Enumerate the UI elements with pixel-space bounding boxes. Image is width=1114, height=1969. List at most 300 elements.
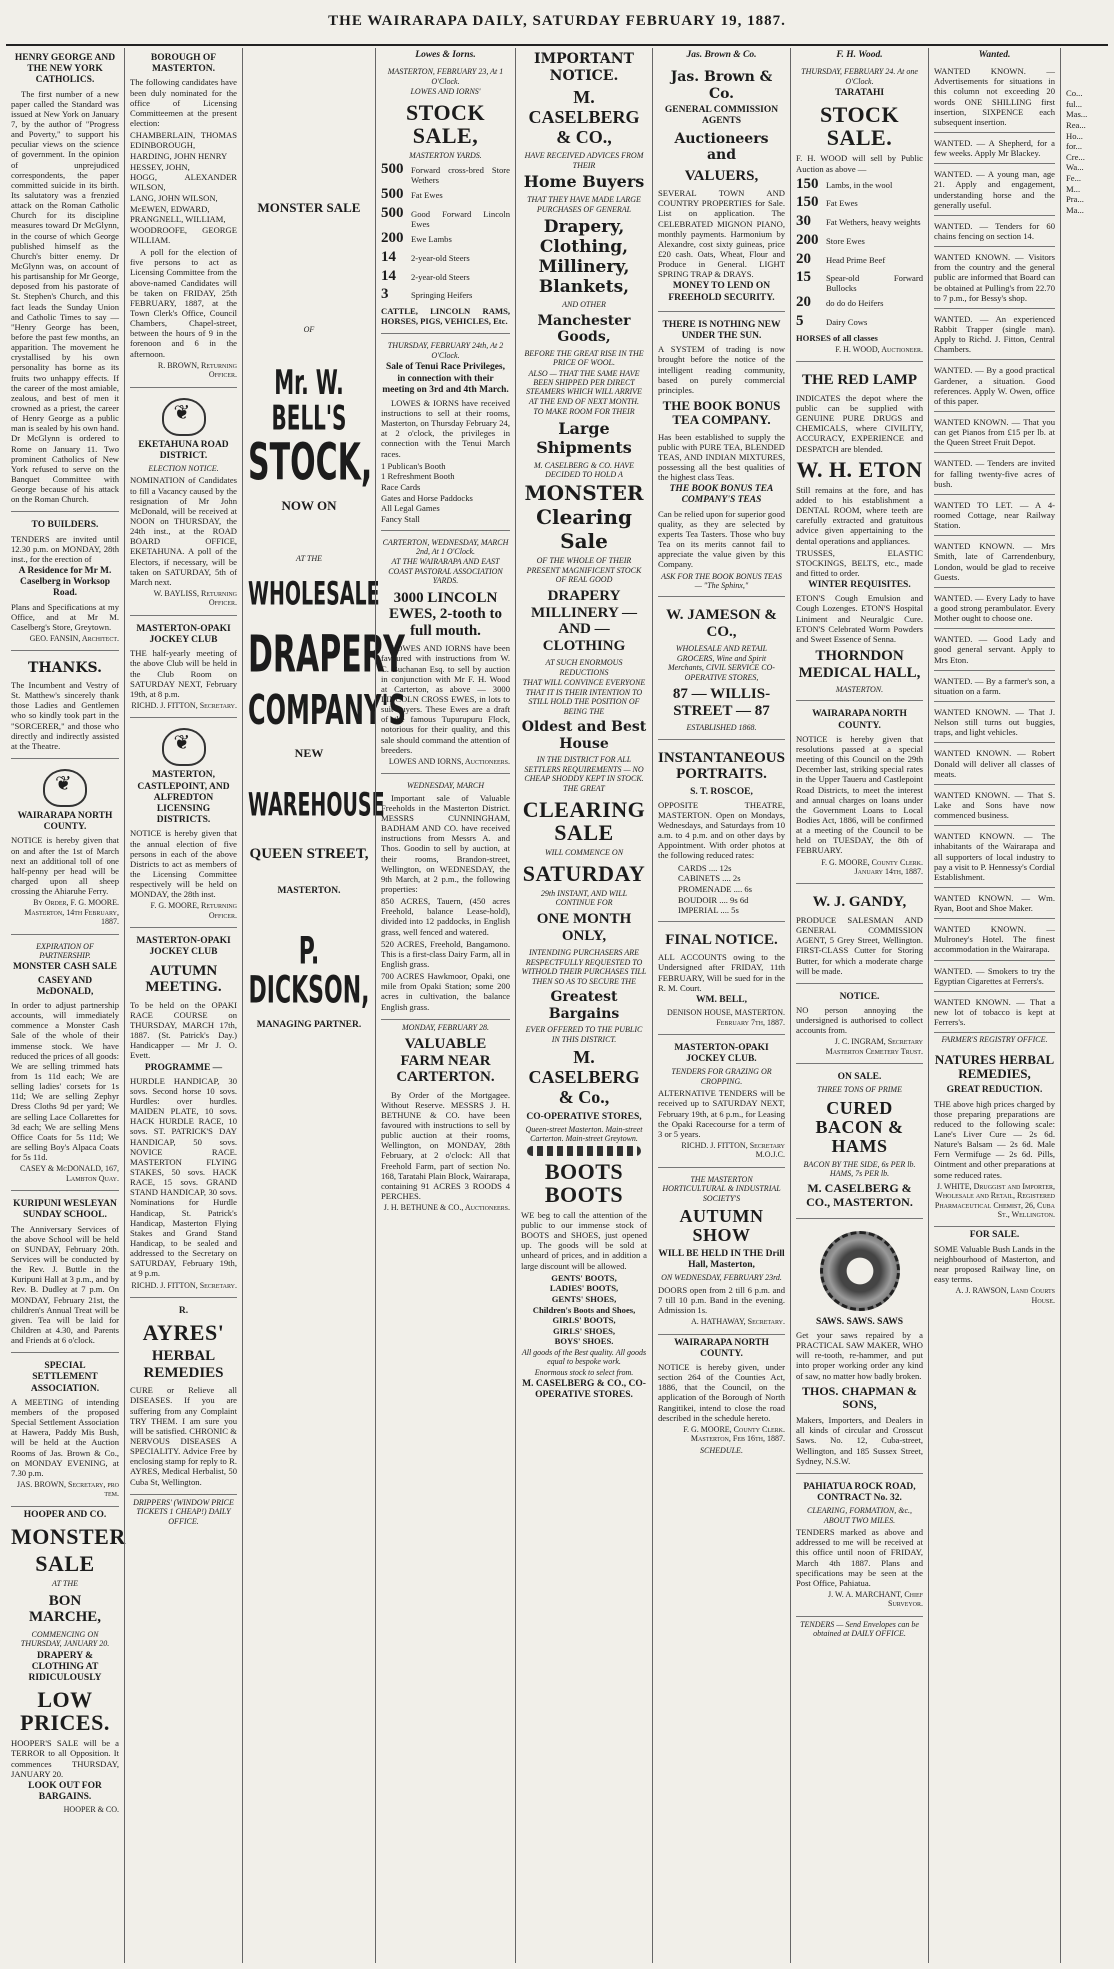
- stock-qty: 500: [381, 186, 404, 203]
- ad-body: HOOPER'S SALE will be a TERROR to all Opposition. It commences THURSDAY, JANUARY 20.: [11, 1738, 119, 1779]
- privilege-list: [381, 461, 510, 524]
- candidate: PRANGNELL, WILLIAM,: [130, 214, 226, 225]
- ad-headline: FOR SALE.: [969, 1230, 1020, 1241]
- notice-cemetery: [796, 987, 923, 1065]
- partial-line: Ho...: [1066, 130, 1083, 141]
- ad-boots: [521, 1160, 647, 1402]
- ad-headline: IMPORTANT NOTICE.: [534, 51, 634, 84]
- stock-desc: Store Ewes: [826, 235, 865, 246]
- notice-grazing: [658, 1038, 785, 1168]
- candidate: HOGG, ALEXANDER WILSON,: [130, 172, 237, 193]
- ad-tender-envelopes: TENDERS — Send Envelopes can be obtained at DAILY OFFICE.: [800, 1619, 919, 1639]
- ad-text: THREE TONS OF PRIME: [817, 1085, 902, 1095]
- rate-item: PROMENADE .... 6s: [678, 883, 753, 894]
- ad-big-text: VALUERS,: [684, 167, 759, 184]
- ad-body: SOME Valuable Bush Lands in the neighbourhood of Masterton, and near proposed Railway line, on easy terms.: [934, 1243, 1055, 1285]
- ad-subhead: WINTER REQUISITES.: [808, 580, 911, 591]
- notice-signature: RICHD. J. FITTON, Secretary.: [131, 700, 237, 710]
- ad-text: EVER OFFERED TO THE PUBLIC IN THIS DISTRICT.: [525, 1025, 643, 1044]
- stock-qty: 14: [381, 267, 396, 284]
- ad-signature: GEO. FANSIN, Architect.: [29, 634, 119, 644]
- rate-item: CARDS .... 12s: [678, 862, 732, 873]
- ad-taratahi: [796, 63, 923, 362]
- ad-kicker: AT THE: [51, 1579, 78, 1589]
- ad-body: PRODUCE SALESMAN AND GENERAL COMMISSION AGENT, 5 Grey Street, Wellington. FIRST-CLASS Cutter for Storing Butter, for which a moderate charge will be made.: [796, 914, 923, 976]
- ad-body: OPPOSITE THEATRE, MASTERTON. Open on Mondays, Wednesdays, and Saturdays from 10 a.m. to 4 p.m. and on other days by Appointment. With order photos at the following reduced rates:: [658, 799, 785, 861]
- notice-borough: [130, 48, 237, 388]
- ad-headline: THERE IS NOTHING NEW UNDER THE SUN.: [662, 319, 781, 342]
- ad-subhead: GENERAL COMMISSION AGENTS: [664, 105, 779, 127]
- ad-signature: M. CASELBERG & CO., MASTERTON.: [806, 1181, 913, 1209]
- stock-qty: 14: [381, 249, 396, 266]
- stock-item: [796, 213, 923, 231]
- ad-big-text: P. DICKSON,: [248, 931, 370, 1014]
- notice-date: ON WEDNESDAY, FEBRUARY 23rd.: [661, 1273, 782, 1283]
- ad-text: AT SUCH ENORMOUS REDUCTIONS: [545, 658, 623, 677]
- ad-jameson: [658, 600, 785, 739]
- ad-big-text: MONSTER: [11, 1524, 126, 1550]
- ad-text: WILL COMMENCE ON: [544, 848, 624, 858]
- wanted-ad: WANTED. — Smokers to try the Egyptian Cigarettes at Ferrers's.: [934, 963, 1055, 992]
- stock-desc: Ewe Lambs: [411, 234, 452, 245]
- partial-line: for...: [1066, 141, 1082, 152]
- partial-line: Cre...: [1066, 151, 1085, 162]
- ad-body: F. H. WOOD will sell by Public Auction as above —: [796, 153, 923, 174]
- ad-signature: M. CASELBERG & CO., CO-OPERATIVE STORES.: [522, 1378, 646, 1401]
- ad-body: By Order of the Mortgagee. Without Reserve. MESSRS J. H. BETHUNE & CO. have been favoured with instructions to sell by public auction at their rooms, Wellington, on MONDAY, 28th February, at 2 o'clock: All that Freehold Farm, part of section No. 168, Taratahi Plain Block, Wairarapa, containing 91 ACRES 3 ROODS 4 PERCHES.: [381, 1089, 510, 1201]
- lot-description: 850 ACRES, Tauern, (450 acres Freehold, balance Lease-hold), divided into 12 paddocks, in English grass, well fenced and watered.: [381, 896, 510, 937]
- race-programme: HURDLE HANDICAP, 30 sovs. Second horse 10 sovs. Hurdles: over hurdles. MAIDEN PLATE, 10 sovs. HACK HURDLE RACE, 10 sovs. ST. PATRICK'S DAY HANDICAP, 50 sovs. NOVICE RACE. MASTERTON FLYING STAKES, 50 sovs. HACK RACE, 15 sovs. GRAND STAND HANDICAP, 30 sovs. Nominations for Hurdle Handicap, St. Patrick's Handicap, Masterton Flying Stakes and Grand Stand Handicap, to be sealed and addressed to the Secretary on SATURDAY, February 19th, at 9 p.m.: [130, 1075, 237, 1279]
- wanted-ad: WANTED KNOWN. — Advertisements for situations in this column not exceeding 20 words ONE SHILLING first insertion, SIXPENCE each subsequent insertion.: [934, 63, 1055, 133]
- ad-kicker: ASK FOR THE BOOK BONUS TEAS — "The Sphinx,": [661, 571, 782, 590]
- ad-big-text: Greatest Bargains: [548, 989, 620, 1022]
- notice-headline: BOROUGH OF MASTERTON.: [150, 53, 217, 75]
- stock-qty: 200: [796, 231, 819, 248]
- ad-text: All goods of the Best quality. All goods equal to bespoke work.: [521, 1347, 647, 1367]
- notice-special-rates: [796, 704, 923, 884]
- ad-text: THAT THEY HAVE MADE LARGE PURCHASES OF GENERAL: [527, 195, 641, 214]
- ad-headline: INSTANTANEOUS PORTRAITS.: [658, 749, 785, 783]
- ad-date: THURSDAY, FEBRUARY 24. At one O'Clock.: [801, 67, 918, 86]
- notice-signature: J. C. INGRAM, Secretary Masterton Cemetery Trust.: [825, 1037, 923, 1056]
- ad-saws: [796, 1222, 923, 1474]
- article-headline: HENRY GEORGE AND THE NEW YORK CATHOLICS.: [14, 53, 116, 86]
- stock-qty: 500: [381, 161, 404, 178]
- ad-window-tickets: DRIPPERS' (WINDOW PRICE TICKETS 1 CHEAP!) DAILY OFFICE.: [133, 1497, 234, 1526]
- stock-desc: Forward cross-bred Store Wethers: [411, 165, 510, 186]
- ad-subhead: CASEY AND McDONALD,: [36, 975, 94, 997]
- partial-line: Fe...: [1066, 173, 1082, 184]
- boots-list: [521, 1273, 647, 1347]
- ad-headline: HOOPER AND CO.: [23, 1509, 107, 1520]
- ad-big-text: 3000 LINCOLN EWES, 2-tooth to full mouth.: [389, 589, 502, 639]
- ad-big-text: Auctioneers and: [674, 130, 769, 164]
- ad-subhead: NEW: [294, 745, 324, 760]
- stock-qty: 150: [796, 175, 819, 192]
- candidate: WOODROOFE, GEORGE WILLIAM.: [130, 224, 237, 246]
- ad-body: HORSES of all classes: [796, 332, 878, 343]
- ad-big-text: Home Buyers: [523, 172, 645, 192]
- notice-autumn-meeting: [130, 931, 237, 1298]
- boots-item: GIRLS' BOOTS,: [552, 1315, 616, 1326]
- notice-signature: RICHD. J. FITTON, Secretary M.O.J.C.: [681, 1140, 785, 1160]
- notice-signature: F. G. MOORE, County Clerk. January 14th, 1887.: [821, 857, 923, 876]
- stock-list: [381, 161, 510, 304]
- notice-body: NO person annoying the undersigned is authorised to collect accounts from.: [796, 1004, 923, 1036]
- ad-text: OF THE WHOLE OF THEIR PRESENT MAGNIFICENT STOCK OF REAL GOOD: [526, 556, 642, 585]
- ad-big-text: STOCK,: [248, 433, 373, 493]
- ad-stock-sale: [381, 63, 510, 334]
- rate-item: CABINETS .... 2s: [678, 873, 741, 884]
- ad-signature: J. H. BETHUNE & CO., Auctioneers.: [383, 1203, 510, 1213]
- column-2: [124, 48, 242, 1963]
- wanted-ad: WANTED. — A Shepherd, for a few weeks. Apply Mr Blackey.: [934, 135, 1055, 164]
- privilege-item: Race Cards: [381, 482, 421, 493]
- notice-headline: MASTERTON-OPAKI JOCKEY CLUB: [136, 936, 231, 958]
- stock-qty: 500: [381, 205, 404, 222]
- ad-store-name: M. CASELBERG & Co.,: [528, 1047, 640, 1107]
- ad-subhead: LOOK OUT FOR BARGAINS.: [28, 1780, 102, 1803]
- ad-body: In order to adjust partnership accounts, will immediately commence a Monster Cash Sale of the whole of their immense stock. We have reduced the prices of all goods: We are selling trimmed hats from 1s 11d each; We are selling ladies' corsets for 1s 11d; We are selling Zephyr Dress Cloths 9d per yard; We are selling Lace Collarettes for 3d each; We are selling Mens Office Coats for 5s 11d; We are selling Boy's Alpaca Coats for 5s 11d.: [11, 1000, 119, 1163]
- stock-desc: Head Prime Beef: [826, 254, 886, 265]
- stock-item: [381, 205, 510, 229]
- ad-kicker: AT THE: [295, 553, 322, 563]
- ad-text: AND OTHER: [562, 300, 606, 310]
- notice-signature: JAS. BROWN, Secretary, pro tem.: [16, 1479, 119, 1499]
- notice-subhead: CLEARING, FORMATION, &c., ABOUT TWO MILES.: [806, 1506, 913, 1525]
- notice-signature: DENISON HOUSE, MASTERTON. February 7th, 1887.: [666, 1008, 785, 1027]
- stock-desc: Dairy Cows: [826, 317, 868, 328]
- ad-big-text: SALE: [35, 1551, 95, 1577]
- notice-final: [658, 925, 785, 1035]
- stock-qty: 30: [796, 213, 811, 230]
- ad-venue: AT THE WAIRARAPA AND EAST COAST PASTORAL ASSOCIATION YARDS.: [388, 557, 503, 586]
- ad-body: TENDERS are invited until 12.30 p.m. on MONDAY, 28th inst., for the erection of: [11, 533, 119, 564]
- notice-title: AUTUMN MEETING.: [145, 962, 222, 996]
- crest-icon: [162, 398, 206, 436]
- notice-signature: F. G. MOORE, County Clerk. Masterton, Feb 16th, 1887.: [683, 1424, 785, 1444]
- ad-body: Plans and Specifications at my Office, and at Mr M. Caselberg's Store, Greytown.: [11, 601, 119, 632]
- ad-big-text: AYRES': [142, 1320, 225, 1346]
- candidate: CHAMBERLAIN, THOMAS EDINBOROUGH,: [130, 130, 237, 151]
- notice-body: NOTICE is hereby given that on and after the 1st of March next an additional toll of one half-penny per head will be charged upon all sheep crossing the Ahiaruhe Ferry.: [11, 835, 119, 897]
- ad-kicker: LOWES AND IORNS': [410, 87, 481, 97]
- ad-venue: MASTERTON YARDS.: [409, 150, 482, 160]
- ad-date: THURSDAY, FEBRUARY 24th, At 2 O'Clock.: [387, 341, 504, 360]
- notice-body: The Incumbent and Vestry of St. Matthew's sincerely thank those Ladies and Gentlemen who so kindly took part in the "SORCERER," and those who directly and indirectly assisted at the Theatre.: [11, 679, 119, 751]
- notice-signature: By Order, F. G. MOORE. Masterton, 14th February, 1887.: [24, 898, 119, 927]
- notice-body: THE half-yearly meeting of the above Club will be held in the Club Room on SATURDAY NEXT, February 19th, at 8 p.m.: [130, 648, 237, 699]
- stock-desc: Spear-old Forward Bullocks: [826, 273, 923, 294]
- ad-body: Important sale of Valuable Freeholds in the Masterton District. MESSRS CUNNINGHAM, BADHAM AND CO. have received instructions from Messrs A. and Thos. Goodin to sell by auction, at their rooms, Brandon-street, Wellington, on WEDNESDAY, the 9th March, at 2 p.m., the following properties:: [381, 792, 510, 894]
- stock-desc: Fat Ewes: [411, 190, 443, 201]
- stock-qty: 3: [381, 286, 389, 303]
- stock-item: [796, 294, 923, 312]
- ad-text: ESTABLISHED 1868.: [686, 723, 757, 733]
- notice-settlement: [11, 1356, 119, 1507]
- column-7: [790, 48, 928, 1963]
- rate-item: IMPERIAL .... 5s: [678, 905, 739, 916]
- ad-headline: MONSTER SALE: [257, 200, 361, 215]
- ad-red-lamp: [796, 365, 923, 701]
- stock-item: [381, 249, 510, 267]
- rates-list: [658, 863, 785, 916]
- wanted-ad: WANTED KNOWN. — That you can get Pianos from £15 per lb. at the Queen Street Fruit Depot.: [934, 414, 1055, 453]
- ad-headline: TO BUILDERS.: [31, 520, 99, 531]
- notice-signature: F. G. MOORE, Returning Officer.: [150, 901, 237, 920]
- ad-subhead: DRAPERY & CLOTHING AT RIDICULOUSLY: [28, 1650, 102, 1683]
- notice-headline: THANKS.: [28, 660, 102, 677]
- lot-description: 700 ACRES Hawkmoor, Opaki, one mile from Opaki Station; some 200 acres in cultivation, the balance English grass.: [381, 971, 510, 1012]
- ad-text: INTENDING PURCHASERS ARE RESPECTFULLY REQUESTED TO WITHOLD THEIR PURCHASES TILL THEN SO AS TO SECURE THE: [521, 948, 647, 986]
- notice-headline: SPECIAL SETTLEMENT ASSOCIATION.: [30, 1361, 100, 1394]
- notice-headline: FINAL NOTICE.: [665, 931, 778, 948]
- ad-date: CARTERTON, WEDNESDAY, MARCH 2nd, At 1 O'Clock.: [382, 537, 509, 557]
- ad-big-text: MONSTER Clearing Sale: [524, 481, 644, 553]
- wanted-ad: WANTED. — An experienced Rabbit Trapper (single man). Apply to Richd. J. Fitton, Central Chambers.: [934, 311, 1055, 361]
- notice-headline: WAIRARAPA NORTH COUNTY.: [812, 709, 907, 731]
- ad-body: LOWES AND IORNS have been favoured with instructions from W. C. Buchanan Esq. to sell by auction in conjunction with Mr F. H. Wood at Carterton, as above — 3000 LINCOLN CROSS EWES, in lots to suit buyers. These Ewes are a draft of the famous Tupurupuru Flock, notorious for their quality, and this sale should command the attention of breeders.: [381, 643, 510, 755]
- ad-freeholds: [381, 777, 510, 1019]
- ad-town: MASTERTON.: [277, 886, 341, 897]
- notice-headline: MASTERTON, CASTLEPOINT, AND ALFREDTON LICENSING DISTRICTS.: [137, 770, 230, 826]
- boots-item: LADIES' BOOTS,: [549, 1283, 619, 1294]
- ad-big-text: SATURDAY: [522, 860, 646, 886]
- stock-desc: Fat Ewes: [826, 198, 858, 209]
- notice-signature: RICHD. J. FITTON, Secretary.: [131, 1280, 237, 1290]
- stock-item: [381, 230, 510, 248]
- notice-signature: W. BAYLISS, Returning Officer.: [153, 588, 237, 608]
- notice-subhead: PROGRAMME —: [144, 1062, 223, 1073]
- ad-subhead: A Residence for Mr M. Caselberg in Worksop Road.: [18, 566, 112, 599]
- rate-item: BOUDOIR .... 9s 6d: [678, 894, 749, 905]
- notice-body: NOTICE is hereby given that the annual election of five persons in each of the above Districts to act as members of the Licensing Committee respectively will be held on MONDAY, the 28th inst.: [130, 828, 237, 900]
- ad-store-name: W. JAMESON & CO.,: [666, 607, 777, 640]
- ad-big-text: DRAPERY MILLINERY — AND — CLOTHING: [530, 588, 637, 654]
- stock-qty: 15: [796, 269, 811, 286]
- ad-builders: [11, 515, 119, 651]
- column-header: F. H. Wood.: [836, 50, 883, 60]
- ad-subhead: CO-OPERATIVE STORES,: [526, 1111, 642, 1122]
- registry-office: FARMER'S REGISTRY OFFICE.: [941, 1035, 1048, 1045]
- boots-item: GENTS' SHOES,: [551, 1293, 617, 1304]
- candidate: HARDING, JOHN HENRY: [130, 150, 228, 161]
- ad-tea-company: [658, 315, 785, 598]
- masthead-rule: [6, 44, 1108, 46]
- notice-signature: A. HATHAWAY, Secretary.: [690, 1317, 785, 1327]
- candidate: LANG, JOHN WILSON,: [130, 192, 218, 203]
- wanted-ad: WANTED KNOWN. — That a new lot of tobacco is kept at Ferrers's.: [934, 994, 1055, 1033]
- notice-signature: J. W. A. MARCHANT, Chief Surveyor.: [828, 1589, 923, 1609]
- wanted-ad: WANTED. — Every Lady to have a good strong perambulator. Every Mother ought to choose one.: [934, 590, 1055, 629]
- ad-signature: LOWES AND IORNS, Auctioneers.: [388, 756, 510, 766]
- candidate-list: [130, 130, 237, 245]
- notice-county: [11, 762, 119, 935]
- ad-text: M. CASELBERG & CO. HAVE DECIDED TO HOLD A: [533, 460, 635, 479]
- ad-big-text: WAREHOUSE: [248, 786, 385, 824]
- ad-caselberg: [521, 51, 647, 1144]
- notice-headline: AUTUMN SHOW: [679, 1206, 764, 1246]
- crest-icon: [162, 728, 206, 766]
- notice-body: The following candidates have been duly nominated for the office of Licensing Committeemen at the present election:: [130, 77, 237, 128]
- ad-store-name: THORNDON MEDICAL HALL,: [798, 648, 921, 681]
- notice-body: NOMINATION of Candidates to fill a Vacancy caused by the resignation of Mr John McDonald, will be received at NOON on THURSDAY, the 24th inst., at the ROAD BOARD OFFICE, EKETAHUNA. A poll of the Electors, if necessary, will be taken on SATURDAY, 5th of March next.: [130, 475, 237, 587]
- stock-item: [381, 268, 510, 286]
- stock-item: [381, 161, 510, 185]
- notice-subhead: SCHEDULE.: [700, 1445, 743, 1455]
- circular-saw-icon: [820, 1231, 900, 1311]
- ad-address: QUEEN STREET,: [249, 845, 369, 862]
- stock-qty: 150: [796, 194, 819, 211]
- ad-casey: [11, 938, 119, 1192]
- notice-body: The Anniversary Services of the above School will be held on SUNDAY, February 20th. Services will be conducted by the Rev. J. Buttle in the Kuripuni Hall at 3 p.m., and by Rev. B. Dudley at 7 p.m. On MONDAY, February 21st, the children's Annual Treat will be given. Tea will be laid for Children at 4.30, and Parents and Friends at 6 o'clock.: [11, 1223, 119, 1346]
- notice-kicker: THE MASTERTON HORTICULTURAL & INDUSTRIAL SOCIETY'S: [662, 1174, 781, 1203]
- ad-signature: F. H. WOOD, Auctioneer.: [835, 344, 923, 354]
- partial-line: Co...: [1066, 88, 1083, 98]
- notice-headline: KURIPUNI WESLEYAN SUNDAY SCHOOL.: [13, 1199, 117, 1221]
- notice-subhead: WM. BELL,: [696, 994, 747, 1005]
- stock-qty: 20: [796, 294, 811, 311]
- ad-big-text: Drapery, Clothing, Millinery, Blankets,: [538, 217, 630, 298]
- ad-body: Get your saws repaired by a PRACTICAL SAW MAKER, WHO will re-tooth, re-hammer, and put into proper working order any kind of saw, no matter how badly broken.: [796, 1330, 923, 1381]
- wanted-ad: WANTED KNOWN. — Visitors from the country and the general public are informed that Board can be obtained at Pulling's from 22.70 to 7 p.m., for Bessy's shop.: [934, 249, 1055, 309]
- ad-big-text: DRAPERY: [248, 625, 405, 686]
- wanted-ad: WANTED TO LET. — A 4-roomed Cottage, near Railway Station.: [934, 497, 1055, 536]
- candidate: HESSEY, JOHN,: [130, 161, 190, 172]
- stock-desc: Springing Heifers: [411, 290, 473, 301]
- stock-list: [796, 176, 923, 331]
- ad-headline: Sale of Tenui Race Privileges, in connection with their meeting on 3rd and 4th March.: [382, 362, 509, 395]
- ad-body: THE above high prices charged by those preparing preparations are reduced to the following scale: Lane's Liver Cure — 2s 6d. Nature's Balsam — 2s 6d. Male Fern Vermifuge — 2s 6d. Pills, Ointment and other preparations at some reduced rates.: [934, 1098, 1055, 1180]
- stock-qty: 20: [796, 250, 811, 267]
- notice-headline: WAIRARAPA NORTH COUNTY.: [674, 1337, 769, 1359]
- notice-wesleyan: [11, 1194, 119, 1353]
- wanted-ad: WANTED KNOWN. — That S. Lake and Sons have now commenced business.: [934, 787, 1055, 826]
- ad-big-text: THE BOOK BONUS TEA COMPANY.: [662, 397, 781, 428]
- ad-subhead: MONEY TO LEND ON FREEHOLD SECURITY.: [668, 281, 775, 303]
- stock-item: [796, 232, 923, 250]
- ad-hooper: [11, 1509, 126, 1815]
- ad-store-name: M. CASELBERG & CO.,: [528, 87, 640, 147]
- boots-item: GENTS' BOOTS,: [551, 1272, 617, 1283]
- column-header: Jas. Brown & Co.: [686, 50, 757, 60]
- notice-thanks: [11, 654, 119, 759]
- wanted-ad: WANTED. — Tenders for 60 chains fencing on section 14.: [934, 218, 1055, 247]
- ad-body: CATTLE, LINCOLN RAMS, HORSES, PIGS, VEHICLES, Etc.: [381, 306, 510, 327]
- wanted-ad: WANTED KNOWN. — Mrs Smith, late of Carrendenbury, London, would be glad to receive Guests.: [934, 538, 1055, 588]
- ad-signature: HOOPER & CO.: [63, 1805, 119, 1815]
- ad-kicker: ON SALE.: [837, 1072, 882, 1083]
- ad-text: BEFORE THE GREAT RISE IN THE PRICE OF WOOL.: [524, 348, 644, 368]
- ad-portraits: [658, 743, 785, 922]
- article-george: [11, 48, 119, 512]
- ad-ayres: [130, 1301, 237, 1495]
- ad-text: THE GREAT: [563, 784, 605, 794]
- ad-body: INDICATES the depot where the public can be supplied with GENUINE PURE DRUGS and CHEMICALS, where CIVILITY, ACCURACY, EXPERIENCE and DESPATCH are blended.: [796, 392, 923, 454]
- ad-date: MONDAY, FEBRUARY 28.: [401, 1022, 490, 1032]
- ad-subhead: S. T. ROSCOE,: [690, 786, 753, 797]
- column-1: [6, 48, 124, 1963]
- stock-desc: Good Forward Lincoln Ewes: [411, 209, 510, 230]
- ad-text: THAT WILL CONVINCE EVERYONE THAT IT IS THEIR INTENTION TO STILL HOLD THE POSITION OF BEING THE: [522, 678, 646, 716]
- column-header: Wanted.: [978, 50, 1011, 60]
- column-8: [928, 48, 1060, 1963]
- ad-headline: VALUABLE FARM NEAR CARTERTON.: [396, 1036, 495, 1086]
- stock-item: [796, 313, 923, 331]
- partial-line: Rea...: [1066, 119, 1086, 130]
- notice-headline: EKETAHUNA ROAD DISTRICT.: [138, 439, 229, 461]
- ad-headline: NATURES HERBAL REMEDIES,: [934, 1051, 1055, 1082]
- notice-body: To be held on the OPAKI RACE COURSE on THURSDAY, MARCH 17th, 1887. (St. Patrick's Day.) Handicapper — Mr J. O. Evett.: [130, 999, 237, 1061]
- wanted-list: [934, 63, 1055, 1033]
- notice-body: ALTERNATIVE TENDERS will be received up to SATURDAY NEXT, February 19th, at 6 p.m., for Leasing the Opaki Racecourse for a term of 3 or 5 years.: [658, 1088, 785, 1139]
- ad-kicker: TARATAHI: [834, 88, 885, 99]
- notice-road-closure: [658, 1338, 785, 1456]
- ad-subhead: GREAT REDUCTION.: [946, 1085, 1043, 1096]
- ad-kicker: OF: [303, 325, 315, 335]
- ad-text: IN THE DISTRICT FOR ALL SETTLERS REQUIREMENTS — NO CHEAP SHODDY KEPT IN STOCK.: [524, 755, 644, 784]
- notice-body: A MEETING of intending members of the proposed Special Settlement Association at Hawera, Paddy Mis Bush, will be held at the Auction Rooms of Jas. Brown & Co., on MONDAY EVENING, at 7.30 p.m.: [11, 1396, 119, 1478]
- ad-subhead: THE BOOK BONUS TEA COMPANY'S TEAS: [669, 484, 774, 506]
- wanted-ad: WANTED. — Good Lady and good general servant. Apply to Mrs Eton.: [934, 631, 1055, 670]
- stock-desc: Lambs, in the wool: [826, 179, 893, 190]
- privilege-item: All Legal Games: [381, 503, 440, 514]
- notice-signature: R. BROWN, Returning Officer.: [157, 360, 237, 380]
- ad-date: COMMENCING ON THURSDAY, JANUARY 20.: [20, 1629, 110, 1649]
- wanted-ad: WANTED. — By a good practical Gardener, a situation. Good references. Apply W. Owen, office of this paper.: [934, 362, 1055, 412]
- candidate: McEWEN, EDWARD,: [130, 203, 210, 214]
- ad-lincoln-ewes: [381, 534, 510, 775]
- notice-headline: PAHIATUA ROCK ROAD, CONTRACT No. 32.: [803, 1481, 916, 1504]
- stock-item: [796, 176, 923, 194]
- notice-body: ALL ACCOUNTS owing to the Undersigned after FRIDAY, 11th FEBRUARY, Will be sued for in the R. M. Court.: [658, 952, 785, 993]
- ad-store-name: THOS. CHAPMAN & SONS,: [802, 1383, 917, 1411]
- notice-headline: MASTERTON-OPAKI JOCKEY CLUB.: [674, 1042, 769, 1065]
- ad-body: A SYSTEM of trading is now brought before the notice of the intelligent reading community, based on purely commercial principles.: [658, 344, 785, 395]
- ad-body: Can be relied upon for superior good quality, as they are selected by experts Tea Tasters. Those who buy Tea on its merits cannot fail to appreciate the value given by this Company.: [658, 508, 785, 570]
- ad-text: HAVE RECEIVED ADVICES FROM THEIR: [524, 151, 644, 170]
- ad-subhead: HERBAL REMEDIES: [143, 1348, 224, 1381]
- partial-text: [1066, 88, 1103, 215]
- notice-opaki: [130, 619, 237, 719]
- ad-address: Queen-street Masterton. Main-street Carterton. Main-street Greytown.: [525, 1124, 643, 1144]
- masthead: THE WAIRARAPA DAILY, SATURDAY FEBRUARY 19, 1887.: [328, 13, 786, 29]
- ad-body: Still remains at the fore, and has added to his establishment a DENTAL ROOM, where teeth are carefully extracted and gratuitous advice given appertaining to the dental operations and appliances.: [796, 484, 923, 546]
- ad-date: WEDNESDAY, MARCH: [406, 781, 485, 791]
- ad-signature: J. WHITE, Druggist and Importer, Wholesale and Retail, Registered Pharmaceutical Chemist, 26, Cuba St., Wellington.: [934, 1181, 1055, 1219]
- wanted-ad: WANTED KNOWN. — That J. Nelson still turns out buggies, traps, and light vehicles.: [934, 704, 1055, 743]
- notice-headline: MASTERTON-OPAKI JOCKEY CLUB: [136, 623, 231, 646]
- notice-body: TENDERS marked as above and addressed to me will be received at this office until noon of FRIDAY, March 4th 1887. Plans and specifications may be seen at the Post Office, Pahiatua.: [796, 1527, 923, 1588]
- ad-bacon: [796, 1067, 923, 1219]
- stock-desc: Fat Wethers, heavy weights: [826, 217, 921, 228]
- ad-kicker: EXPIRATION OF PARTNERSHIP.: [36, 941, 94, 960]
- notice-headline: NOTICE.: [839, 991, 880, 1002]
- partial-line: M...: [1066, 183, 1081, 194]
- wanted-ad: WANTED KNOWN. — The inhabitants of the Wairarapa and all supporters of local industry to pay a visit to P. Hennessy's Cordial Establishment.: [934, 828, 1055, 888]
- column-6: [652, 48, 790, 1963]
- ad-store-name: Jas. Brown & Co.: [670, 69, 773, 102]
- stock-item: [381, 286, 510, 304]
- ad-big-text: ONE MONTH ONLY,: [536, 911, 632, 944]
- notice-body: A poll for the election of five persons to act as Licensing Committee from the above-named Candidates will be taken on FRIDAY, 25th FEBRUARY, 1887, at the Town Clerk's Office, Council Chambers, Chapel-street, between the hours of 9 in the forenoon and 6 in the afternoon.: [130, 247, 237, 359]
- decorative-chain: [527, 1146, 641, 1156]
- wanted-ad: WANTED. — A young man, age 21. Apply and engagement, understanding horse and the generally useful.: [934, 166, 1055, 216]
- article-body: The first number of a new paper called the Standard was issued at New York on January 7, by the author of "Progress and Poverty," to support his peculiar views on the science of government. In the opinion of unprejudiced correspondents, the paper committed suicide in its birth. Its salutatory was a frenzied attack on the Roman Catholic Church for its discipline measures toward Dr McGlynn, in the course of which George published himself as the Church's bitter enemy. Dr McGlynn was, on account of his partisanship for Mr George, deposed from his pastorate of St. Stephen's Church, and this fact leads the Sunday Union and Catholic Times to say — "Henry George has been, before the past few months, an apparition. The movement he crystallised by his own personality has borne as its fruits two unhappy effects. If the career of the most amiable, zealous, and best of men it crowned as a priest, the career of Henry George as a public man is sealed by his own hand. Dr McGlynn is ordered to Rome on January 11. Two prominent Catholics of New York refused to serve on the Banquet Committee with George because of his attack on the Roman Church.: [11, 88, 119, 505]
- ad-body: ETON'S Cough Emulsion and Cough Lozenges. ETON'S Hospital Liniment and Neuralgic Cure. ETON'S Celebrated Worm Powders and Sweet Essence of Senna.: [796, 593, 923, 644]
- ad-headline: THE RED LAMP: [801, 372, 917, 389]
- lot-description: 520 ACRES, Freehold, Bangamono. This is a first-class Dairy Farm, all in English grass.: [381, 938, 510, 969]
